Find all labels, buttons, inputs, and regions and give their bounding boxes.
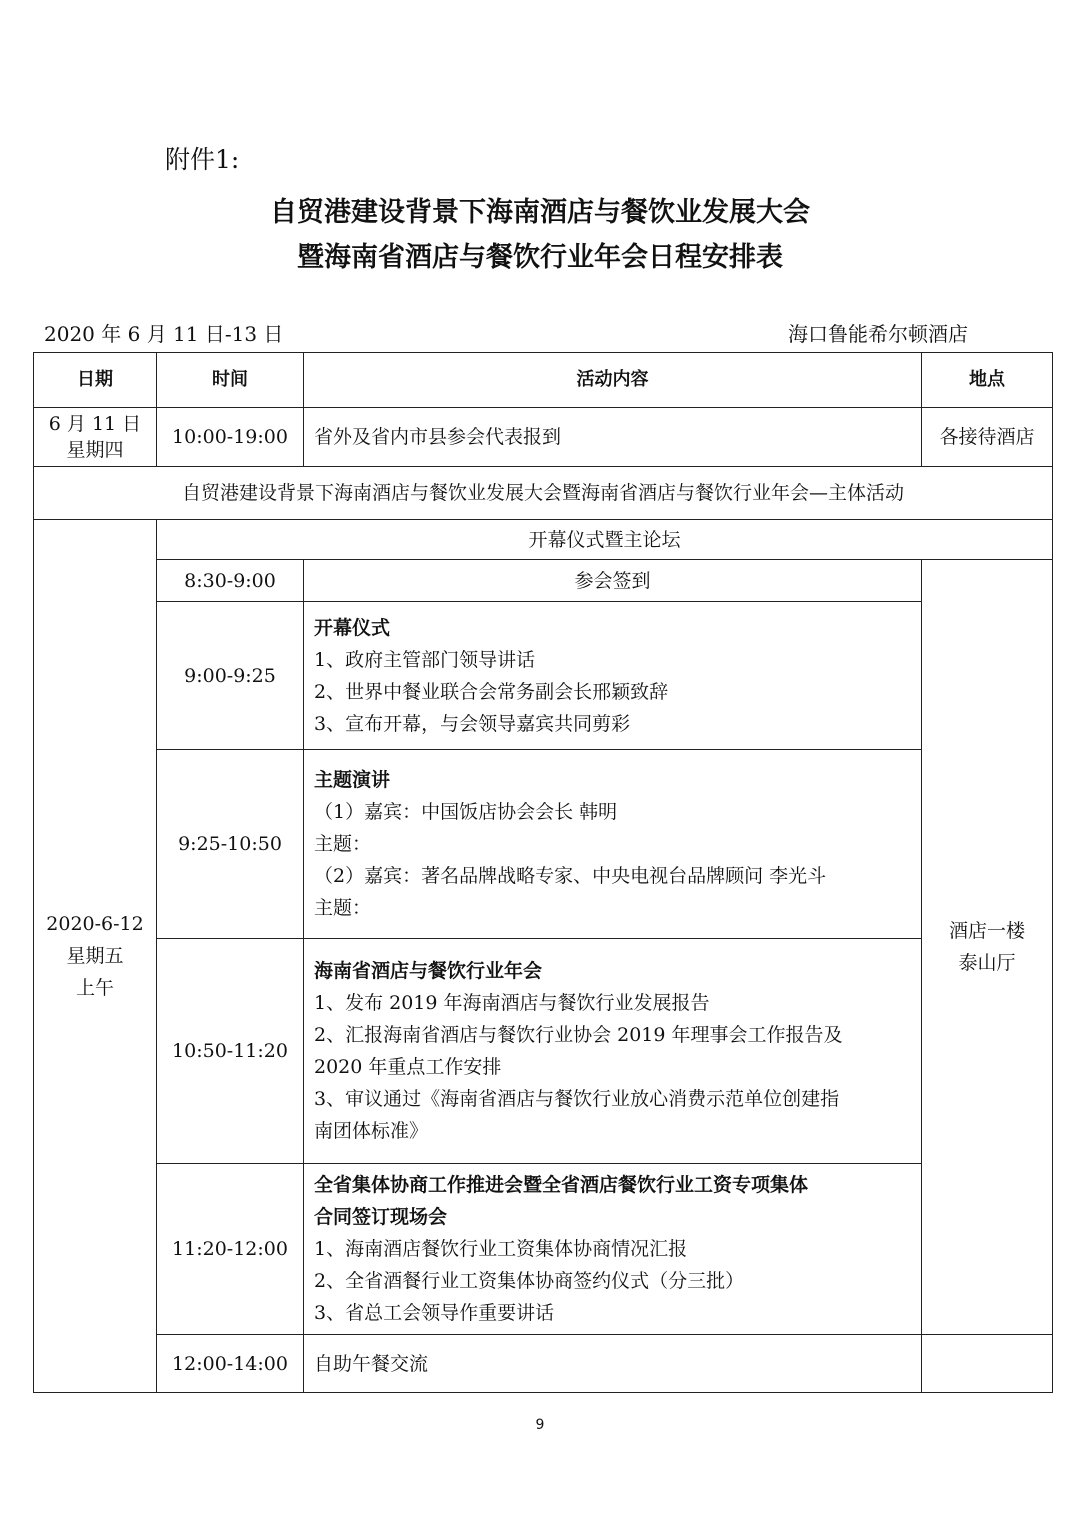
list-item: 1、发布 2019 年海南酒店与餐饮行业发展报告 xyxy=(314,992,710,1014)
list-item: 3、省总工会领导作重要讲话 xyxy=(314,1302,555,1324)
header-content: 活动内容 xyxy=(304,353,922,408)
schedule-table xyxy=(33,352,1053,1393)
section-title: 开幕仪式暨主论坛 xyxy=(157,520,1053,560)
list-item: 主题： xyxy=(314,833,372,855)
session-time: 9:25-10:50 xyxy=(157,750,304,939)
list-item: （2）嘉宾：著名品牌战略专家、中央电视台品牌顾问 李光斗 xyxy=(314,865,827,887)
table-row xyxy=(34,1164,1053,1335)
session-content xyxy=(304,939,922,1164)
day2-location-line1: 酒店一楼 xyxy=(948,920,1025,942)
list-item: 3、审议通过《海南省酒店与餐饮行业放心消费示范单位创建指 xyxy=(314,1088,840,1110)
header-time: 时间 xyxy=(157,353,304,408)
table-row xyxy=(34,1335,1053,1393)
table-row xyxy=(34,560,1053,602)
event-venue: 海口鲁能希尔顿酒店 xyxy=(788,322,968,346)
session-time: 8:30-9:00 xyxy=(157,560,304,602)
list-item: 南团体标准》 xyxy=(314,1120,429,1142)
table-row xyxy=(34,408,1053,467)
document-title-line2: 暨海南省酒店与餐饮行业年会日程安排表 xyxy=(297,242,783,273)
section-title-row xyxy=(34,520,1053,560)
session-title: 主题演讲 xyxy=(314,769,391,791)
row1-date xyxy=(34,408,157,467)
list-item: （1）嘉宾：中国饭店协会会长 韩明 xyxy=(314,801,618,823)
session-title-line1: 全省集体协商工作推进会暨全省酒店餐饮行业工资专项集体 xyxy=(314,1174,809,1196)
banner-row xyxy=(34,467,1053,520)
row1-content: 省外及省内市县参会代表报到 xyxy=(304,408,922,467)
main-activity-banner: 自贸港建设背景下海南酒店与餐饮业发展大会暨海南省酒店与餐饮行业年会—主体活动 xyxy=(34,467,1053,520)
list-item: 1、海南酒店餐饮行业工资集体协商情况汇报 xyxy=(314,1238,688,1260)
empty-location-cell xyxy=(922,1335,1053,1393)
day2-location-line2: 泰山厅 xyxy=(958,952,1016,974)
table-row xyxy=(34,939,1053,1164)
session-title: 海南省酒店与餐饮行业年会 xyxy=(314,960,543,982)
header-date: 日期 xyxy=(34,353,157,408)
session-content xyxy=(304,602,922,750)
table-row xyxy=(34,750,1053,939)
day2-date-line3: 上午 xyxy=(75,977,114,999)
list-item: 2020 年重点工作安排 xyxy=(314,1056,502,1078)
list-item: 主题： xyxy=(314,897,372,919)
session-title-line2: 合同签订现场会 xyxy=(314,1206,448,1228)
list-item: 1、政府主管部门领导讲话 xyxy=(314,648,536,671)
day2-date-line2: 星期五 xyxy=(66,945,124,967)
session-time: 12:00-14:00 xyxy=(157,1335,304,1393)
row1-time: 10:00-19:00 xyxy=(157,408,304,467)
session-content xyxy=(304,750,922,939)
row1-date-line1: 6 月 11 日 xyxy=(48,413,142,435)
event-date-range: 2020 年 6 月 11 日-13 日 xyxy=(44,322,284,346)
document-title-line1: 自贸港建设背景下海南酒店与餐饮业发展大会 xyxy=(270,197,810,228)
header-location: 地点 xyxy=(922,353,1053,408)
header-row xyxy=(34,353,1053,408)
list-item: 2、全省酒餐行业工资集体协商签约仪式（分三批） xyxy=(314,1270,745,1292)
row1-location: 各接待酒店 xyxy=(922,408,1053,467)
attachment-label: 附件1: xyxy=(165,145,240,174)
list-item: 3、宣布开幕，与会领导嘉宾共同剪彩 xyxy=(314,712,631,735)
session-time: 9:00-9:25 xyxy=(157,602,304,750)
session-time: 11:20-12:00 xyxy=(157,1164,304,1335)
session-content xyxy=(304,1164,922,1335)
day2-location xyxy=(922,560,1053,1335)
day2-date-line1: 2020-6-12 xyxy=(46,913,144,935)
session-title: 开幕仪式 xyxy=(314,616,391,639)
page-number: 9 xyxy=(535,1417,545,1433)
day2-date xyxy=(34,520,157,1393)
table-row xyxy=(34,602,1053,750)
row1-date-line2: 星期四 xyxy=(66,439,124,461)
session-title: 参会签到 xyxy=(304,560,922,602)
session-title: 自助午餐交流 xyxy=(304,1335,922,1393)
list-item: 2、世界中餐业联合会常务副会长邢颖致辞 xyxy=(314,680,669,703)
list-item: 2、汇报海南省酒店与餐饮行业协会 2019 年理事会工作报告及 xyxy=(314,1024,843,1046)
session-time: 10:50-11:20 xyxy=(157,939,304,1164)
